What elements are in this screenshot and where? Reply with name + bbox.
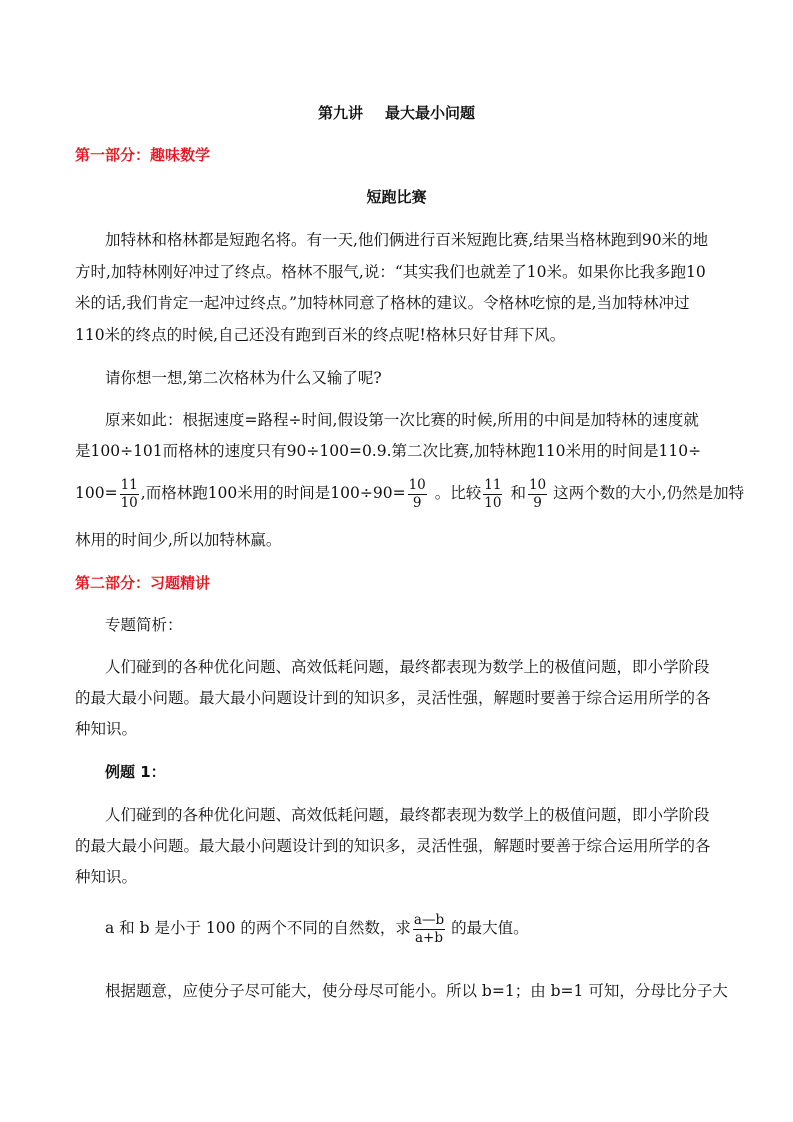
fraction-a-minus-b-over-a-plus-b: $\frac{a—b}{a+b}$: [413, 911, 445, 946]
topic-line-3: 种知识。: [75, 720, 138, 738]
topic-label: 专题简析：: [105, 616, 183, 634]
answer-line-3: [75, 473, 744, 513]
fraction-10-9-b: $\frac{10}{9}$: [528, 476, 547, 511]
topic-line-2: 的最大最小问题。最大最小问题设计到的知识多，灵活性强，解题时要善于综合运用所学的各: [75, 689, 711, 707]
section-heading-1: 第一部分：趣味数学: [75, 146, 211, 164]
example-line-3: 种知识。: [75, 868, 138, 886]
example-question: [105, 908, 529, 948]
fraction-11-10-b: $\frac{11}{10}$: [484, 476, 502, 511]
example-line-2: 的最大最小问题。最大最小问题设计到的知识多，灵活性强，解题时要善于综合运用所学的各: [75, 837, 711, 855]
story-title: 短跑比赛: [366, 188, 427, 206]
question-text-b: 的最大值。: [451, 919, 529, 937]
answer-line-2: 是100÷101而格林的速度只有90÷100=0.9.第二次比赛,加特林跑110米用的时间是110÷: [75, 442, 702, 460]
topic-line-1: 人们碰到的各种优化问题、高效低耗问题，最终都表现为数学上的极值问题，即小学阶段: [105, 658, 710, 676]
lecture-number: 第九讲: [317, 104, 363, 122]
answer-text-c: 。比较: [434, 484, 482, 502]
example-1-label: 例题 1：: [105, 763, 166, 781]
story-question: 请你想一想,第二次格林为什么又输了呢?: [105, 369, 382, 387]
fraction-10-9-a: $\frac{10}{9}$: [408, 476, 426, 511]
answer-text-d: 和: [510, 484, 526, 502]
answer-line-4: 林用的时间少,所以加特林赢。: [75, 531, 282, 549]
answer-line-1: 原来如此：根据速度=路程÷时间,假设第一次比赛的时候,所用的中间是加特林的速度就: [105, 411, 699, 429]
story-line-1: 加特林和格林都是短跑名将。有一天,他们俩进行百米短跑比赛,结果当格林跑到90米的地: [105, 231, 709, 249]
lecture-topic: 最大最小问题: [385, 104, 476, 122]
question-text-a: a 和 b 是小于 100 的两个不同的自然数，求: [105, 919, 411, 937]
solution-line-1: 根据题意，应使分子尽可能大，使分母尽可能小。所以 b=1；由 b=1 可知，分母比分子大: [105, 982, 728, 1000]
fraction-11-10-a: $\frac{11}{10}$: [120, 476, 138, 511]
story-line-4: 110米的终点的时候,自己还没有跑到百米的终点呢!格林只好甘拜下风。: [75, 326, 566, 344]
story-line-3: 米的话,我们肯定一起冲过终点。”加特林同意了格林的建议。令格林吃惊的是,当加特林冲过: [75, 294, 690, 312]
answer-text-b: ,而格林跑100米用的时间是100÷90=: [140, 484, 406, 502]
answer-text-e: 这两个数的大小,仍然是加特: [553, 484, 745, 502]
section-heading-2: 第二部分：习题精讲: [75, 574, 211, 592]
answer-text-a: 100=: [75, 484, 118, 502]
example-line-1: 人们碰到的各种优化问题、高效低耗问题，最终都表现为数学上的极值问题，即小学阶段: [105, 806, 710, 824]
page-title: [0, 103, 793, 123]
story-line-2: 方时,加特林刚好冲过了终点。格林不服气,说：“其实我们也就差了10米。如果你比我多跑10: [75, 263, 706, 281]
